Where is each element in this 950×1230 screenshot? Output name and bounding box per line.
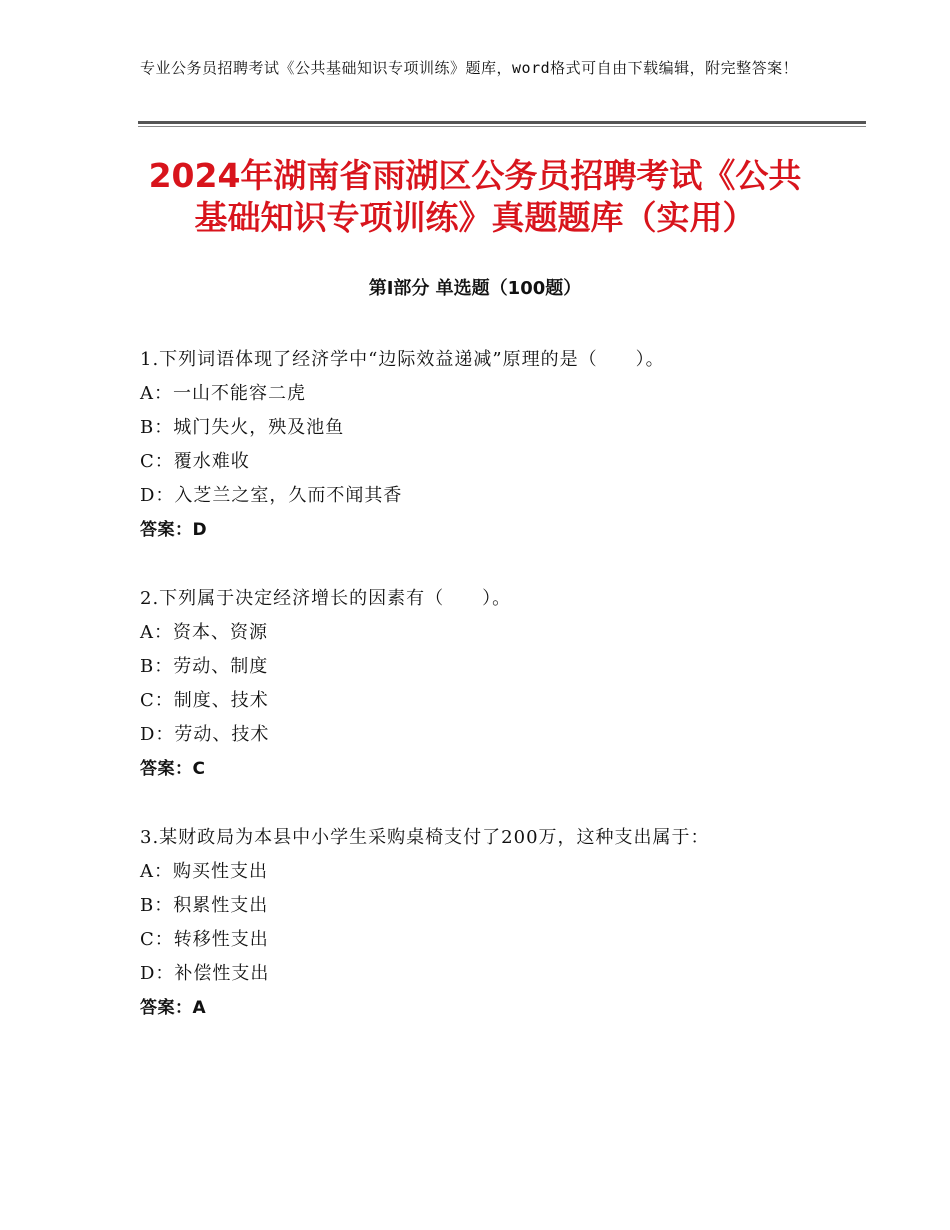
option-a: A：购买性支出 [140,861,268,882]
option-d: D：入芝兰之室，久而不闻其香 [140,485,403,506]
question-3 [140,821,860,1025]
option-b: B：城门失火，殃及池鱼 [140,417,345,438]
option-d: D：劳动、技术 [140,724,270,745]
title-line-2: 基础知识专项训练》真题题库（实用） [194,198,756,237]
header-divider-thick [138,121,866,124]
question-1 [140,343,860,547]
question-stem: 3.某财政局为本县中小学生采购桌椅支付了200万，这种支出属于： [140,827,710,848]
answer-line: 答案：D [140,520,208,540]
answer-line: 答案：A [140,998,207,1018]
question-list [140,343,860,1060]
option-b: B：劳动、制度 [140,656,269,677]
option-d: D：补偿性支出 [140,963,270,984]
question-stem: 2.下列属于决定经济增长的因素有（ ）。 [140,588,512,609]
option-c: C：转移性支出 [140,929,269,950]
header-divider-thin [138,126,866,127]
question-2 [140,582,860,786]
option-a: A：资本、资源 [140,622,268,643]
option-b: B：积累性支出 [140,895,269,916]
document-title [100,155,850,239]
header-note: 专业公务员招聘考试《公共基础知识专项训练》题库，word格式可自由下载编辑，附完整答案！ [140,59,799,77]
option-a: A：一山不能容二虎 [140,383,306,404]
option-c: C：制度、技术 [140,690,269,711]
question-stem: 1.下列词语体现了经济学中“边际效益递减”原理的是（ ）。 [140,349,665,370]
option-c: C：覆水难收 [140,451,250,472]
answer-line: 答案：C [140,759,206,779]
title-line-1: 2024年湖南省雨湖区公务员招聘考试《公共 [148,156,802,195]
section-heading: 第Ⅰ部分 单选题（100题） [368,278,582,299]
